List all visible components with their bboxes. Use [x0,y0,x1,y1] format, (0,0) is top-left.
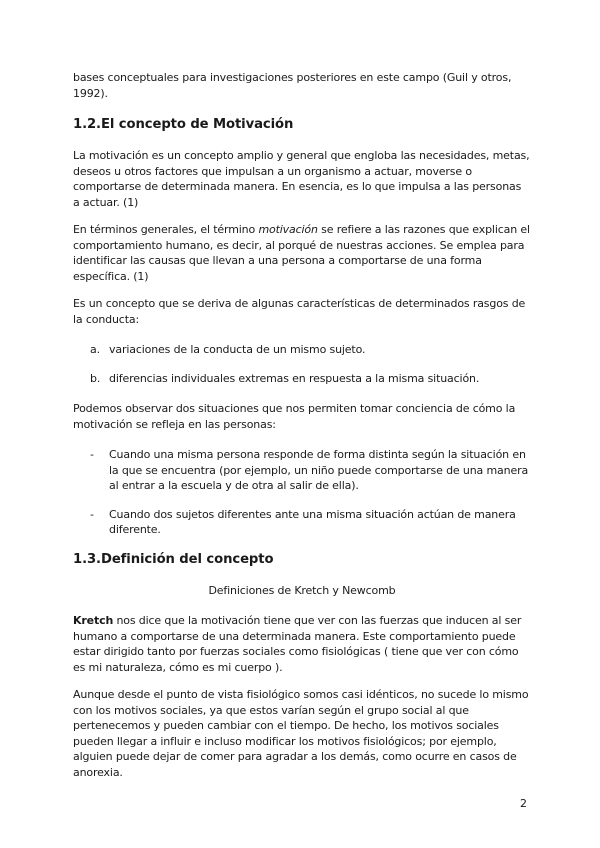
list-item-text: diferencias individuales extremas en respuesta a la misma situación. [109,371,480,385]
kretch-paragraph-rest: nos dice que la motivación tiene que ver con las fuerzas que inducen al ser humano a comportarse de una determinada manera. Este comportamiento puede estar dirigido tanto por fuerzas sociales como fisiológicas ( tiene que ver con cómo es mi naturaleza, cómo es mi cuerpo ). [73,614,522,674]
intro-paragraph-tail: bases conceptuales para investigaciones posteriores en este campo (Guil y otros, 1992). [73,71,512,100]
kretch-paragraph [73,613,531,675]
list-item-text: Cuando dos sujetos diferentes ante una misma situación actúan de manera diferente. [109,507,516,536]
list-item [73,507,531,538]
motivation-paragraph-3: Es un concepto que se deriva de algunas características de determinados rasgos de la conducta: [73,297,526,326]
section-heading-1-2: 1.2.El concepto de Motivación [73,117,294,132]
list-marker: - [90,448,94,461]
motivation-paragraph-2 [73,222,531,284]
page-number: 2 [520,797,527,810]
page-content [73,70,531,780]
section-heading-1-3: 1.3.Definición del concepto [73,551,274,567]
situations-list [73,447,531,538]
list-marker: - [90,507,94,521]
list-item-text: Cuando una misma persona responde de forma distinta según la situación en la que se encuentra (por ejemplo, un niño puede comportarse de una manera al entrar a la escuela y de otra al salir de ella). [109,448,529,492]
list-item [73,342,531,358]
para2-prefix: En términos generales, el término [73,223,259,236]
list-marker: b. [90,371,101,385]
list-item-text: variaciones de la conducta de un mismo sujeto. [109,343,366,356]
list-item [73,447,531,494]
kretch-name: Kretch [73,614,114,627]
motivation-paragraph-1: La motivación es un concepto amplio y general que engloba las necesidades, metas, deseos u otros factores que impulsan a un organismo a actuar, moverse o comportarse de determinada manera. En esencia, es lo que impulsa a las personas a actuar. (1) [73,149,530,209]
physiology-paragraph: Aunque desde el punto de vista fisiológico somos casi idénticos, no sucede lo mismo con los motivos sociales, ya que estos varían según el grupo social al que pertenecemos y pueden cambiar con el tiempo. De hecho, los motivos sociales pueden llegar a influir e incluso modificar los motivos fisiológicos; por ejemplo, alguien puede dejar de comer para agradar a los demás, como ocurre en casos de anorexia. [73,688,529,779]
motivation-paragraph-4: Podemos observar dos situaciones que nos permiten tomar conciencia de cómo la motivación se refleja en las personas: [73,402,516,431]
definitions-subtitle: Definiciones de Kretch y Newcomb [208,583,396,597]
motivation-term: motivación [258,223,318,236]
conduct-traits-list [73,342,531,386]
para2-suffix: se refiere a las razones que explican el comportamiento humano, es decir, al porqué de nuestras acciones. Se emplea para identificar las causas que llevan a una persona a comportarse de una forma específica. (1) [73,223,530,283]
list-marker: a. [90,343,100,356]
list-item [73,371,531,387]
